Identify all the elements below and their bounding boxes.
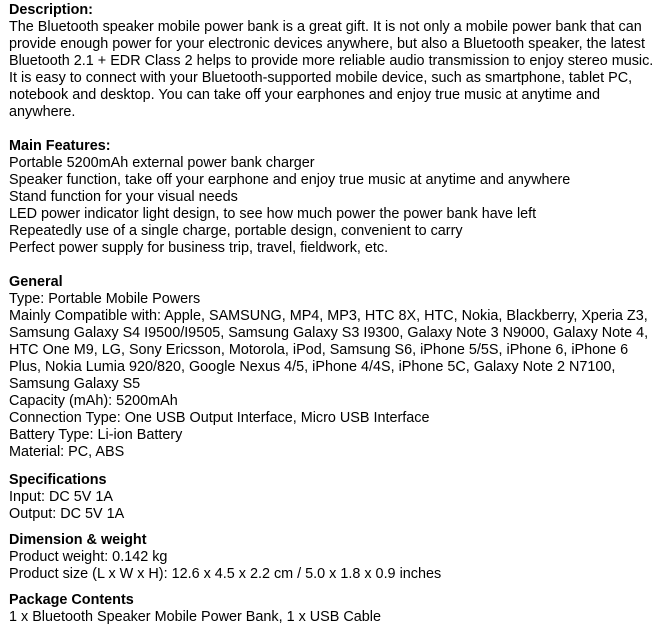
feature-item: LED power indicator light design, to see how much power the power bank have left — [9, 206, 537, 222]
dimension-weight-heading: Dimension & weight — [9, 532, 147, 548]
dimension-weight-section — [9, 532, 659, 583]
general-section — [9, 274, 659, 461]
general-list — [9, 291, 659, 461]
package-contents-list — [9, 609, 659, 626]
dimension-weight-list — [9, 549, 659, 583]
specifications-section — [9, 472, 659, 523]
general-heading: General — [9, 274, 63, 290]
spec-item: Output: DC 5V 1A — [9, 506, 125, 522]
general-item: Connection Type: One USB Output Interface, Micro USB Interface — [9, 410, 430, 426]
general-item: Type: Portable Mobile Powers — [9, 291, 201, 307]
specifications-list — [9, 489, 659, 523]
feature-item: Perfect power supply for business trip, travel, fieldwork, etc. — [9, 240, 389, 256]
main-features-list — [9, 155, 659, 257]
package-contents-heading: Package Contents — [9, 592, 134, 608]
feature-item: Repeatedly use of a single charge, portable design, convenient to carry — [9, 223, 463, 239]
description-heading: Description: — [9, 2, 93, 18]
description-text: The Bluetooth speaker mobile power bank is a great gift. It is not only a mobile power bank that can provide enough power for your electronic devices anywhere, but also a Bluetooth speaker, the latest Bluetooth 2.1 + EDR Class 2 helps to provide more reliable audio transmission to enjoy stereo music. It is easy to connect with your Bluetooth-supported mobile device, such as smartphone, tablet PC, notebook and desktop. You can take off your earphones and enjoy true music at anytime and anywhere. — [9, 19, 654, 120]
general-item: Capacity (mAh): 5200mAh — [9, 393, 178, 409]
general-item: Battery Type: Li-ion Battery — [9, 427, 183, 443]
product-document — [9, 2, 659, 626]
feature-item: Portable 5200mAh external power bank charger — [9, 155, 315, 171]
general-item: Material: PC, ABS — [9, 444, 125, 460]
feature-item: Speaker function, take off your earphone and enjoy true music at anytime and anywhere — [9, 172, 571, 188]
package-item: 1 x Bluetooth Speaker Mobile Power Bank, 1 x USB Cable — [9, 609, 381, 625]
dimension-item: Product weight: 0.142 kg — [9, 549, 168, 565]
dimension-item: Product size (L x W x H): 12.6 x 4.5 x 2.2 cm / 5.0 x 1.8 x 0.9 inches — [9, 566, 442, 582]
specifications-heading: Specifications — [9, 472, 107, 488]
spec-item: Input: DC 5V 1A — [9, 489, 113, 505]
main-features-heading: Main Features: — [9, 138, 111, 154]
description-section — [9, 2, 659, 121]
package-contents-section — [9, 592, 659, 626]
main-features-section — [9, 138, 659, 257]
general-item: Mainly Compatible with: Apple, SAMSUNG, MP4, MP3, HTC 8X, HTC, Nokia, Blackberry, Xperia Z3, Samsung Galaxy S4 I9500/I9505, Samsung Galaxy S3 I9300, Galaxy Note 3 N9000, Galaxy Note 4, HTC One M9, LG, Sony Ericsson, Motorola, iPod, Samsung S6, iPhone 5/5S, iPhone 6, iPhone 6 Plus, Nokia Lumia 920/820, Google Nexus 4/5, iPhone 4/4S, iPhone 5C, Galaxy Note 2 N7100, Samsung Galaxy S5 — [9, 308, 649, 392]
feature-item: Stand function for your visual needs — [9, 189, 238, 205]
